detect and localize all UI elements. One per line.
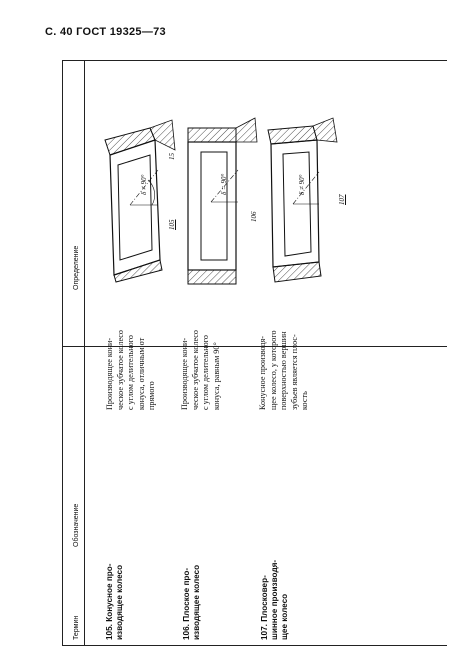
- table-left-border: [62, 60, 63, 646]
- figure-106-drawing: [183, 110, 263, 290]
- term-106: 106. Плоское про- изводящее колесо: [182, 564, 201, 640]
- definition-106: Производящее кони- ческое зубчатое колесо с углом делительного конуса, равным 90°: [180, 329, 221, 410]
- figure-number-107: 107: [338, 194, 346, 205]
- figure-extra-label-105: 15: [168, 153, 176, 160]
- column-header-designation: Обозначение: [73, 503, 80, 547]
- figure-107-drawing: [263, 112, 343, 292]
- figure-number-106: 106: [250, 211, 258, 222]
- term-107: 107. Плосковер- шинное производя- щее колесо: [260, 559, 289, 640]
- angle-label-105: δ ≠ 90°: [140, 174, 148, 195]
- figure-105-drawing: [100, 110, 180, 285]
- table-top-border: [62, 60, 447, 61]
- column-header-definition: Определение: [73, 245, 80, 290]
- header-separator: [84, 60, 85, 646]
- page-header: С. 40 ГОСТ 19325—73: [45, 26, 166, 38]
- angle-label-107: δ ≠ 90°: [298, 174, 306, 195]
- column-header-term: Термин: [73, 615, 80, 640]
- definition-105: Производящее кони- ческое зубчатое колесо с углом делительного конуса, отличным от прямого: [105, 329, 156, 410]
- table-bottom-border: [62, 645, 447, 646]
- angle-label-106: δ = 90°: [220, 173, 228, 195]
- figure-number-105: 105: [168, 219, 176, 230]
- definition-107: Конусное производя- щее колесо, у которого поверхностью вершин зубьев является плос- кость: [258, 330, 309, 410]
- term-105: 105. Конусное про- изводящее колесо: [105, 563, 124, 640]
